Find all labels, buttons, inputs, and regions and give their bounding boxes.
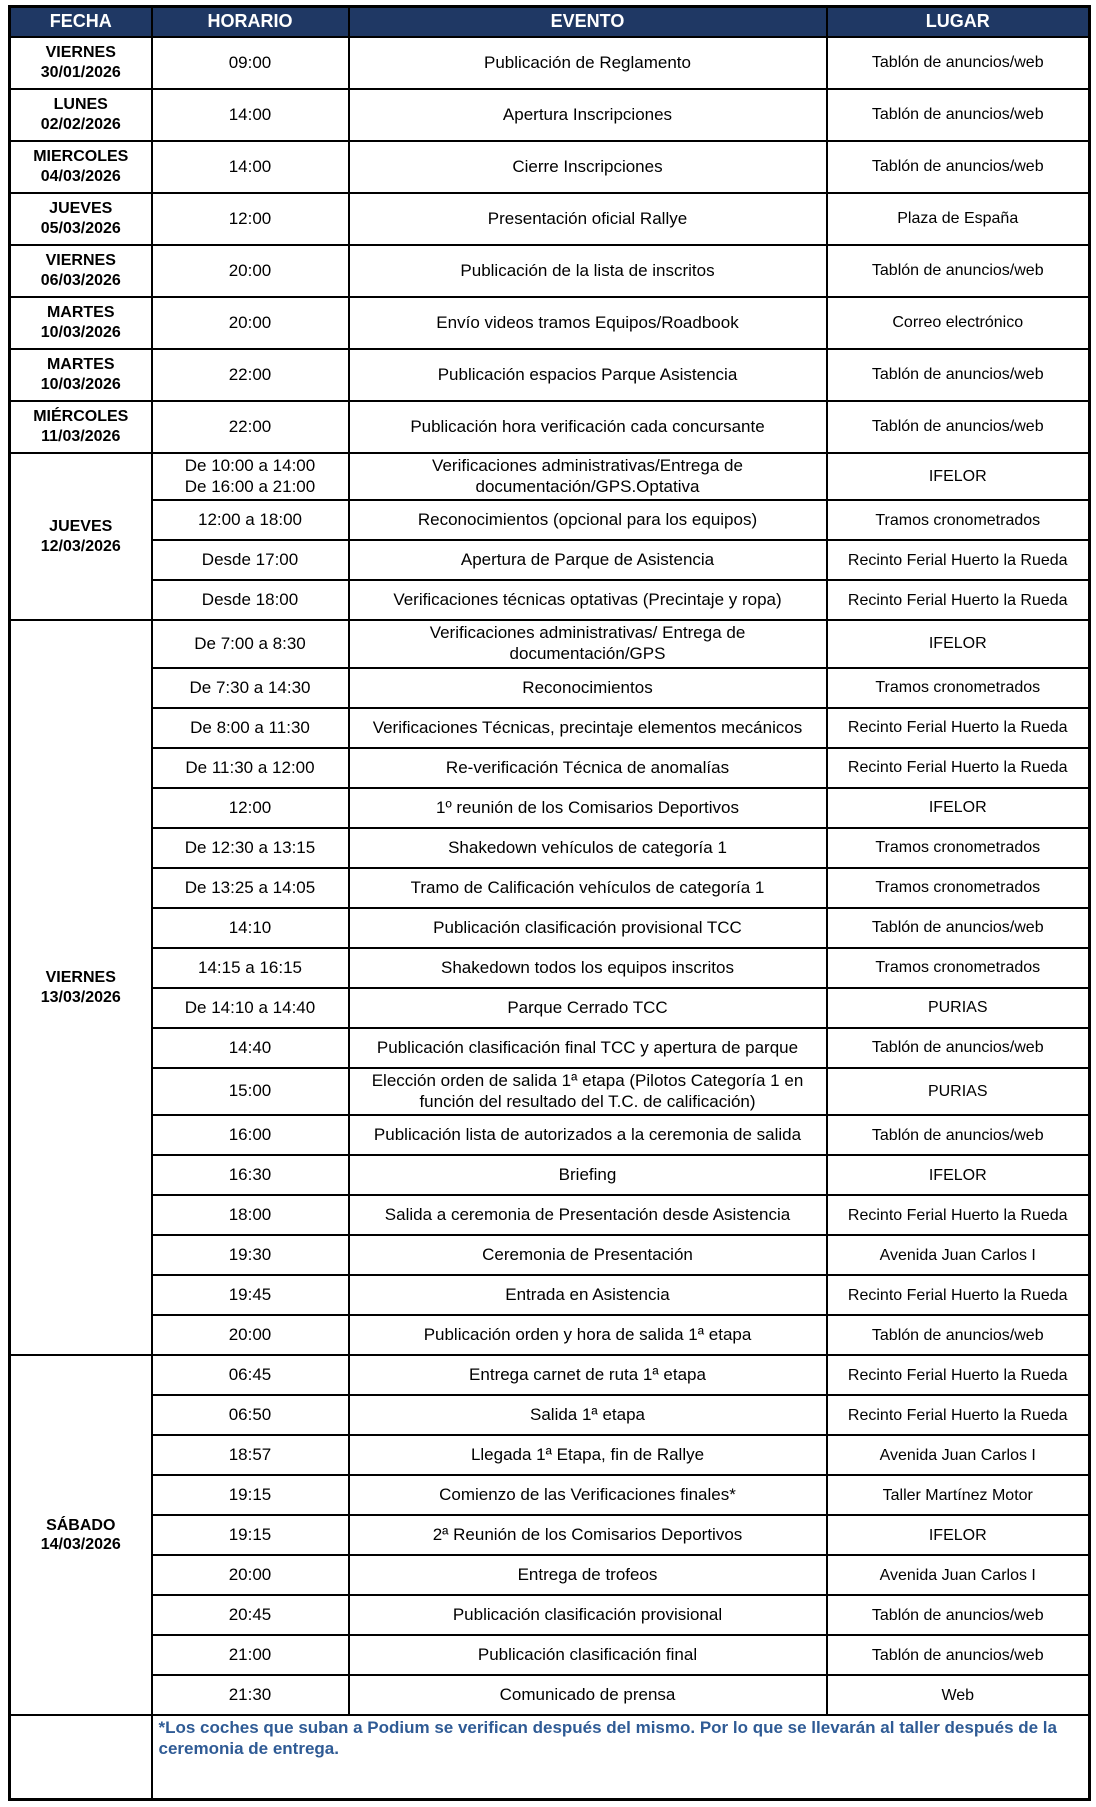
note-spacer-cell <box>10 1715 152 1800</box>
time-line: 15:00 <box>228 1081 272 1101</box>
place-cell: Recinto Ferial Huerto la Rueda <box>827 1195 1090 1235</box>
place-cell: Tablón de anuncios/web <box>827 401 1090 453</box>
date-line: 05/03/2026 <box>40 220 121 237</box>
schedule-row <box>10 708 1090 748</box>
event-cell: Entrega carnet de ruta 1ª etapa <box>349 1355 827 1395</box>
date-cell <box>10 453 152 620</box>
schedule-row <box>10 828 1090 868</box>
date-line: MARTES <box>46 356 115 374</box>
place-cell: Recinto Ferial Huerto la Rueda <box>827 708 1090 748</box>
time-cell <box>152 401 349 453</box>
date-line: LUNES <box>53 96 108 114</box>
time-line: 22:00 <box>228 364 272 384</box>
date-line: SÁBADO <box>46 1516 116 1534</box>
schedule-row <box>10 1555 1090 1595</box>
event-cell: Salida 1ª etapa <box>349 1395 827 1435</box>
time-cell <box>152 908 349 948</box>
time-cell <box>152 245 349 297</box>
place-cell: Recinto Ferial Huerto la Rueda <box>827 1275 1090 1315</box>
time-cell <box>152 500 349 540</box>
note-row <box>10 1715 1090 1800</box>
date-cell <box>10 349 152 401</box>
time-line: 14:15 a 16:15 <box>198 957 302 977</box>
event-cell: Publicación clasificación provisional <box>349 1595 827 1635</box>
place-cell: Taller Martínez Motor <box>827 1475 1090 1515</box>
date-line: 04/03/2026 <box>40 168 121 185</box>
date-line: 14/03/2026 <box>40 1536 121 1554</box>
time-line: 12:00 <box>228 208 272 228</box>
event-cell: Parque Cerrado TCC <box>349 988 827 1028</box>
time-line: 19:15 <box>228 1525 272 1545</box>
time-cell <box>152 580 349 620</box>
time-line: 18:00 <box>228 1205 272 1225</box>
place-cell: Recinto Ferial Huerto la Rueda <box>827 540 1090 580</box>
time-cell <box>152 1355 349 1395</box>
event-cell: 2ª Reunión de los Comisarios Deportivos <box>349 1515 827 1555</box>
time-line: 20:00 <box>228 1325 272 1345</box>
event-cell: Llegada 1ª Etapa, fin de Rallye <box>349 1435 827 1475</box>
event-cell: Tramo de Calificación vehículos de categoría 1 <box>349 868 827 908</box>
schedule-row <box>10 908 1090 948</box>
time-cell <box>152 37 349 89</box>
date-line: 06/03/2026 <box>40 272 121 289</box>
event-cell: Reconocimientos (opcional para los equipos) <box>349 500 827 540</box>
time-cell <box>152 1595 349 1635</box>
place-cell: Tablón de anuncios/web <box>827 141 1090 193</box>
schedule-row <box>10 1195 1090 1235</box>
schedule-row <box>10 37 1090 89</box>
time-line: 14:10 <box>228 917 272 937</box>
event-cell: Publicación clasificación provisional TCC <box>349 908 827 948</box>
schedule-row <box>10 1355 1090 1395</box>
time-line: 19:45 <box>228 1285 272 1305</box>
place-cell: Web <box>827 1675 1090 1715</box>
time-line: De 16:00 a 21:00 <box>184 476 316 496</box>
event-cell: Publicación clasificación final TCC y apertura de parque <box>349 1028 827 1068</box>
time-cell <box>152 540 349 580</box>
date-line: 10/03/2026 <box>40 376 121 393</box>
time-cell <box>152 1028 349 1068</box>
place-cell: Tramos cronometrados <box>827 868 1090 908</box>
schedule-row <box>10 1315 1090 1355</box>
event-cell: Re-verificación Técnica de anomalías <box>349 748 827 788</box>
time-line: 18:57 <box>228 1445 272 1465</box>
date-line: JUEVES <box>49 200 113 218</box>
place-cell: Recinto Ferial Huerto la Rueda <box>827 748 1090 788</box>
place-cell: Tramos cronometrados <box>827 948 1090 988</box>
schedule-body <box>10 37 1090 1715</box>
event-cell: Comunicado de prensa <box>349 1675 827 1715</box>
place-cell: Tablón de anuncios/web <box>827 1028 1090 1068</box>
date-cell <box>10 297 152 349</box>
schedule-row <box>10 1595 1090 1635</box>
date-line: VIERNES <box>45 969 116 987</box>
date-line: 13/03/2026 <box>40 988 121 1006</box>
place-cell: IFELOR <box>827 1155 1090 1195</box>
time-line: 19:15 <box>228 1485 272 1505</box>
time-cell <box>152 1475 349 1515</box>
time-cell <box>152 141 349 193</box>
place-cell: Tramos cronometrados <box>827 828 1090 868</box>
time-line: 16:00 <box>228 1125 272 1145</box>
event-cell: Publicación lista de autorizados a la ceremonia de salida <box>349 1115 827 1155</box>
time-line: 20:00 <box>228 260 272 280</box>
date-line: VIERNES <box>45 44 116 62</box>
place-cell: IFELOR <box>827 453 1090 500</box>
time-line: 21:00 <box>228 1645 272 1665</box>
event-cell: Shakedown todos los equipos inscritos <box>349 948 827 988</box>
time-line: De 7:00 a 8:30 <box>194 633 306 653</box>
time-cell <box>152 1395 349 1435</box>
footnote-section <box>10 1715 1090 1800</box>
time-line: 09:00 <box>228 52 272 72</box>
schedule-row <box>10 401 1090 453</box>
event-cell: Publicación clasificación final <box>349 1635 827 1675</box>
place-cell: Recinto Ferial Huerto la Rueda <box>827 1355 1090 1395</box>
schedule-row <box>10 988 1090 1028</box>
time-line: 12:00 a 18:00 <box>198 510 302 530</box>
time-cell <box>152 1115 349 1155</box>
event-cell: Entrega de trofeos <box>349 1555 827 1595</box>
event-cell: Apertura de Parque de Asistencia <box>349 540 827 580</box>
time-cell <box>152 748 349 788</box>
time-cell <box>152 620 349 667</box>
time-cell <box>152 708 349 748</box>
event-cell: 1º reunión de los Comisarios Deportivos <box>349 788 827 828</box>
schedule-row <box>10 1395 1090 1435</box>
place-cell: Tramos cronometrados <box>827 500 1090 540</box>
time-cell <box>152 1155 349 1195</box>
date-line: 30/01/2026 <box>40 64 121 81</box>
place-cell: Tablón de anuncios/web <box>827 245 1090 297</box>
event-cell: Ceremonia de Presentación <box>349 1235 827 1275</box>
schedule-row <box>10 1675 1090 1715</box>
time-line: Desde 18:00 <box>201 590 299 610</box>
schedule-row <box>10 1435 1090 1475</box>
time-line: 20:00 <box>228 1565 272 1585</box>
place-cell: Tablón de anuncios/web <box>827 1115 1090 1155</box>
time-line: De 11:30 a 12:00 <box>185 757 315 777</box>
time-cell <box>152 1675 349 1715</box>
schedule-row <box>10 1115 1090 1155</box>
time-line: De 10:00 a 14:00 <box>184 456 316 475</box>
schedule-row <box>10 89 1090 141</box>
time-cell <box>152 1515 349 1555</box>
time-cell <box>152 1235 349 1275</box>
date-cell <box>10 620 152 1355</box>
place-cell: Recinto Ferial Huerto la Rueda <box>827 580 1090 620</box>
time-cell <box>152 788 349 828</box>
date-line: VIERNES <box>45 252 116 270</box>
date-line: MARTES <box>46 304 115 322</box>
schedule-row <box>10 1028 1090 1068</box>
place-cell: Avenida Juan Carlos I <box>827 1435 1090 1475</box>
time-line: 14:00 <box>228 156 272 176</box>
date-cell <box>10 37 152 89</box>
header-horario: HORARIO <box>152 7 349 38</box>
place-cell: Tablón de anuncios/web <box>827 349 1090 401</box>
event-cell: Entrada en Asistencia <box>349 1275 827 1315</box>
time-line: 21:30 <box>228 1685 272 1705</box>
time-cell <box>152 453 349 500</box>
place-cell: IFELOR <box>827 788 1090 828</box>
time-line: 14:00 <box>228 104 272 124</box>
place-cell: Recinto Ferial Huerto la Rueda <box>827 1395 1090 1435</box>
event-cell: Salida a ceremonia de Presentación desde Asistencia <box>349 1195 827 1235</box>
schedule-row <box>10 245 1090 297</box>
schedule-row <box>10 788 1090 828</box>
time-cell <box>152 828 349 868</box>
rally-schedule-table <box>8 5 1091 1801</box>
date-cell <box>10 141 152 193</box>
place-cell: Avenida Juan Carlos I <box>827 1235 1090 1275</box>
date-line: 12/03/2026 <box>40 537 121 555</box>
time-cell <box>152 1315 349 1355</box>
time-cell <box>152 1635 349 1675</box>
place-cell: Tablón de anuncios/web <box>827 89 1090 141</box>
time-cell <box>152 1435 349 1475</box>
time-line: 14:40 <box>228 1037 272 1057</box>
schedule-row <box>10 1515 1090 1555</box>
event-cell: Publicación de la lista de inscritos <box>349 245 827 297</box>
event-cell: Presentación oficial Rallye <box>349 193 827 245</box>
place-cell: Tablón de anuncios/web <box>827 1315 1090 1355</box>
schedule-row <box>10 297 1090 349</box>
time-cell <box>152 1275 349 1315</box>
header-evento: EVENTO <box>349 7 827 38</box>
place-cell: IFELOR <box>827 1515 1090 1555</box>
event-cell: Verificaciones administrativas/Entrega de documentación/GPS.Optativa <box>349 453 827 500</box>
time-line: De 8:00 a 11:30 <box>190 717 310 737</box>
schedule-row <box>10 453 1090 500</box>
schedule-row <box>10 540 1090 580</box>
event-cell: Envío videos tramos Equipos/Roadbook <box>349 297 827 349</box>
place-cell: PURIAS <box>827 1068 1090 1115</box>
schedule-row <box>10 141 1090 193</box>
schedule-row <box>10 748 1090 788</box>
time-line: De 7:30 a 14:30 <box>189 677 311 697</box>
event-cell: Publicación orden y hora de salida 1ª etapa <box>349 1315 827 1355</box>
place-cell: PURIAS <box>827 988 1090 1028</box>
schedule-row <box>10 1635 1090 1675</box>
place-cell: Plaza de España <box>827 193 1090 245</box>
date-line: 10/03/2026 <box>40 324 121 341</box>
time-line: Desde 17:00 <box>201 550 299 570</box>
place-cell: Correo electrónico <box>827 297 1090 349</box>
time-line: 06:50 <box>228 1405 272 1425</box>
schedule-row <box>10 580 1090 620</box>
date-cell <box>10 245 152 297</box>
header-row <box>10 7 1090 38</box>
schedule-row <box>10 1275 1090 1315</box>
schedule-row <box>10 668 1090 708</box>
schedule-row <box>10 1155 1090 1195</box>
event-cell: Shakedown vehículos de categoría 1 <box>349 828 827 868</box>
time-cell <box>152 297 349 349</box>
event-cell: Publicación hora verificación cada concursante <box>349 401 827 453</box>
date-line: 02/02/2026 <box>40 116 121 133</box>
time-cell <box>152 868 349 908</box>
event-cell: Verificaciones administrativas/ Entrega de documentación/GPS <box>349 620 827 667</box>
time-line: De 12:30 a 13:15 <box>184 837 316 857</box>
schedule-row <box>10 868 1090 908</box>
place-cell: Tablón de anuncios/web <box>827 37 1090 89</box>
schedule-row <box>10 948 1090 988</box>
schedule-row <box>10 1068 1090 1115</box>
schedule-row <box>10 1235 1090 1275</box>
time-line: 20:00 <box>228 312 272 332</box>
place-cell: Avenida Juan Carlos I <box>827 1555 1090 1595</box>
place-cell: Tramos cronometrados <box>827 668 1090 708</box>
time-line: 16:30 <box>228 1165 272 1185</box>
time-cell <box>152 988 349 1028</box>
time-cell <box>152 1555 349 1595</box>
event-cell: Reconocimientos <box>349 668 827 708</box>
time-line: De 13:25 a 14:05 <box>184 877 316 897</box>
date-cell <box>10 1355 152 1715</box>
schedule-row <box>10 500 1090 540</box>
schedule-row <box>10 1475 1090 1515</box>
footnote-text: *Los coches que suban a Podium se verifican después del mismo. Por lo que se llevarán al taller después de la ceremonia de entrega. <box>152 1715 1090 1800</box>
time-cell <box>152 948 349 988</box>
event-cell: Apertura Inscripciones <box>349 89 827 141</box>
event-cell: Publicación espacios Parque Asistencia <box>349 349 827 401</box>
header-lugar: LUGAR <box>827 7 1090 38</box>
schedule-row <box>10 620 1090 667</box>
header-fecha: FECHA <box>10 7 152 38</box>
event-cell: Briefing <box>349 1155 827 1195</box>
date-cell <box>10 89 152 141</box>
event-cell: Comienzo de las Verificaciones finales* <box>349 1475 827 1515</box>
schedule-row <box>10 193 1090 245</box>
date-line: 11/03/2026 <box>41 428 121 445</box>
time-line: 19:30 <box>228 1245 272 1265</box>
time-cell <box>152 193 349 245</box>
place-cell: IFELOR <box>827 620 1090 667</box>
date-cell <box>10 401 152 453</box>
date-line: MIERCOLES <box>33 148 129 166</box>
time-line: 06:45 <box>228 1365 272 1385</box>
time-cell <box>152 1195 349 1235</box>
place-cell: Tablón de anuncios/web <box>827 908 1090 948</box>
event-cell: Verificaciones técnicas optativas (Precintaje y ropa) <box>349 580 827 620</box>
time-line: 22:00 <box>228 416 272 436</box>
event-cell: Publicación de Reglamento <box>349 37 827 89</box>
time-line: 12:00 <box>228 797 272 817</box>
time-cell <box>152 668 349 708</box>
place-cell: Tablón de anuncios/web <box>827 1635 1090 1675</box>
event-cell: Verificaciones Técnicas, precintaje elementos mecánicos <box>349 708 827 748</box>
time-cell <box>152 89 349 141</box>
time-cell <box>152 349 349 401</box>
time-line: De 14:10 a 14:40 <box>184 997 316 1017</box>
date-line: MIÉRCOLES <box>33 408 129 426</box>
event-cell: Cierre Inscripciones <box>349 141 827 193</box>
table-header <box>10 7 1090 38</box>
date-cell <box>10 193 152 245</box>
event-cell: Elección orden de salida 1ª etapa (Pilotos Categoría 1 en función del resultado del T.C. de calificación) <box>349 1068 827 1115</box>
schedule-row <box>10 349 1090 401</box>
time-line: 20:45 <box>228 1605 272 1625</box>
date-line: JUEVES <box>49 518 113 536</box>
place-cell: Tablón de anuncios/web <box>827 1595 1090 1635</box>
time-cell <box>152 1068 349 1115</box>
